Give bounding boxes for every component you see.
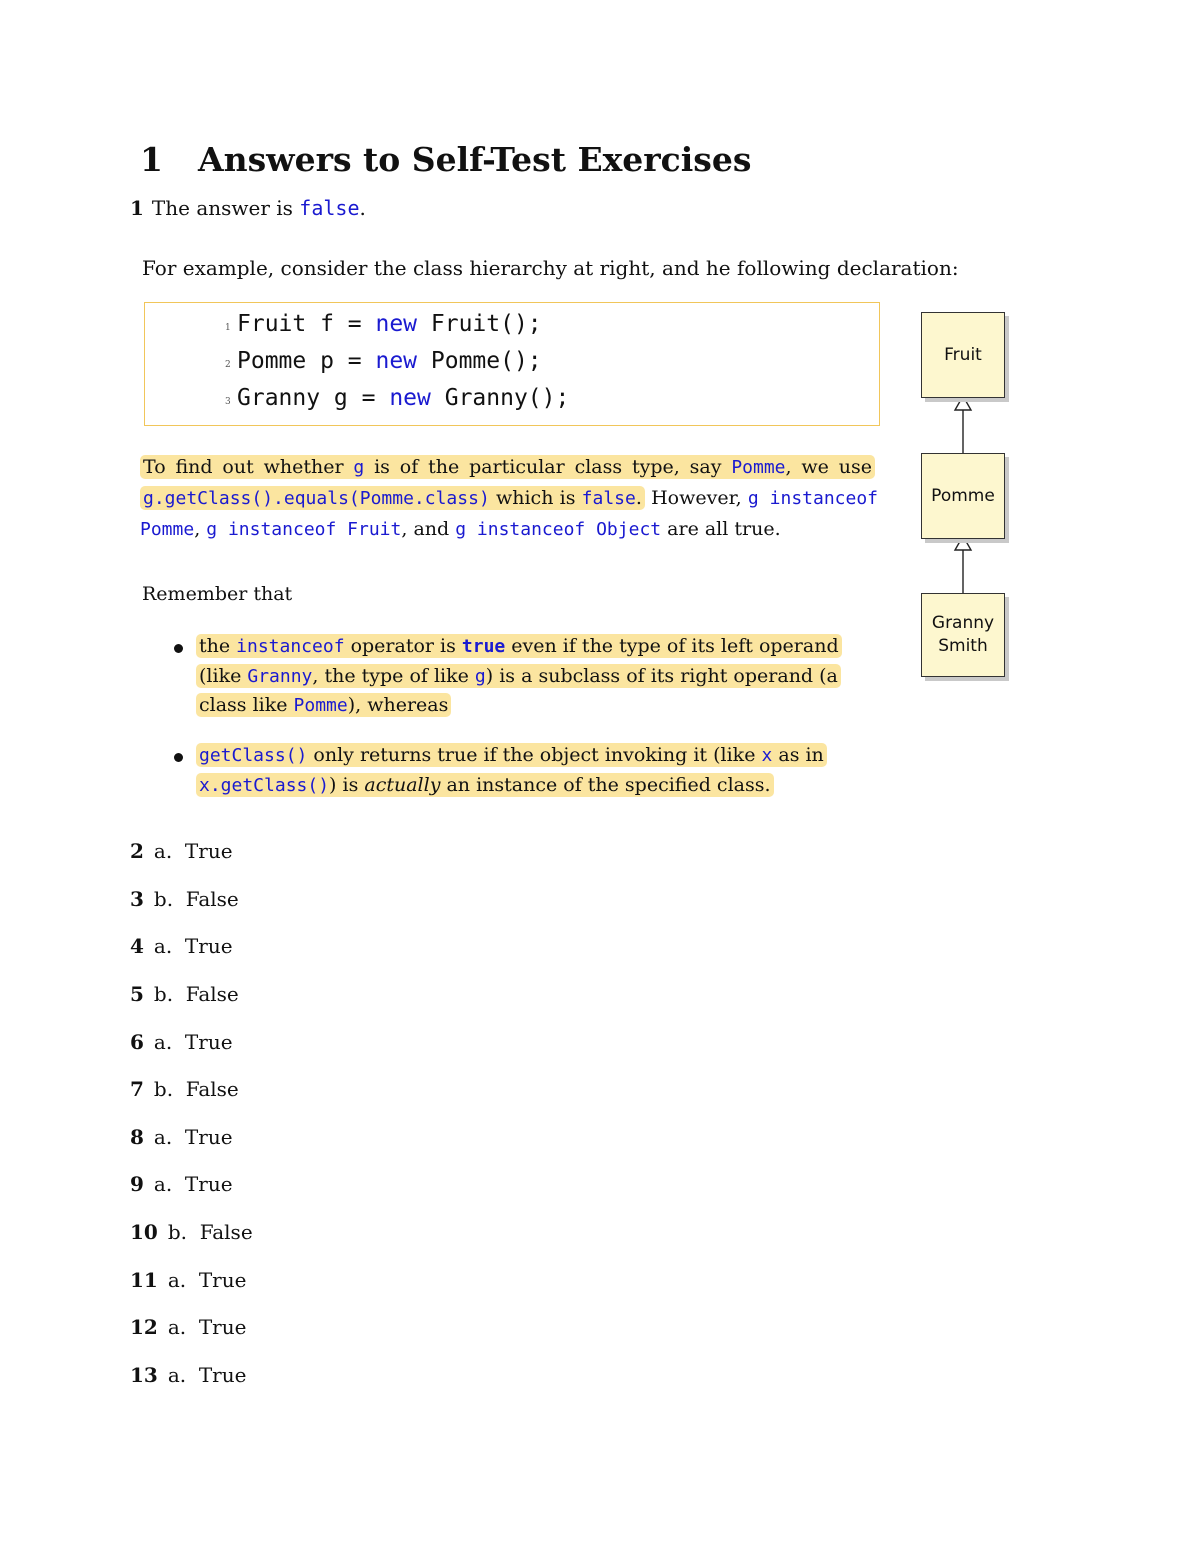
answer-number: 4	[130, 934, 144, 958]
answer-number: 5	[130, 982, 144, 1006]
answer-number: 13	[130, 1363, 158, 1387]
code-line	[225, 348, 542, 374]
line-number: 1	[225, 323, 231, 333]
answer-number: 2	[130, 839, 144, 863]
highlight	[196, 634, 842, 717]
answer-item	[130, 1363, 246, 1387]
para-text: is of the particular class type, say	[364, 456, 732, 478]
code-ref: getClass()	[199, 745, 308, 766]
code-ref: true	[461, 636, 506, 657]
bullet-part: as in	[772, 744, 824, 766]
para-text: To find out whether	[143, 456, 354, 478]
answer-text: a. True	[167, 1315, 247, 1339]
code-ref: Granny	[247, 665, 313, 687]
code-text: Fruit f =	[237, 311, 376, 337]
code-keyword: new	[389, 385, 431, 411]
answer-value: false	[299, 196, 360, 220]
code-line	[225, 311, 542, 337]
code-listing	[144, 302, 880, 426]
code-ref: false	[581, 488, 636, 509]
bullet-part: ) is a subclass of its right operand (a class like	[199, 664, 838, 716]
answer-number: 12	[130, 1315, 158, 1339]
answer-text: a. True	[167, 1268, 247, 1292]
answer-1	[130, 193, 366, 223]
section-title: Answers to Self-Test Exercises	[198, 140, 752, 179]
code-ref: x.getClass()	[199, 774, 330, 796]
answer-item	[130, 887, 239, 911]
code-ref: g	[474, 665, 486, 687]
code-ref: instanceof	[236, 636, 345, 657]
code-text: Fruit();	[417, 311, 542, 337]
answer-text: a. True	[153, 1030, 233, 1054]
bullet-part: the	[199, 635, 237, 657]
answer-number: 1	[130, 196, 144, 220]
bullet-part: an instance of the specified class.	[440, 773, 771, 796]
uml-class-fruit: Fruit	[921, 312, 1005, 398]
code-ref: g	[353, 457, 365, 478]
bullet-text	[196, 632, 878, 721]
answer-text: The answer is	[151, 196, 300, 220]
code-text: Pomme();	[417, 348, 542, 374]
answer-number: 3	[130, 887, 144, 911]
code-ref: Pomme	[731, 457, 786, 478]
answer-number: 10	[130, 1220, 158, 1244]
answer-text: a. True	[167, 1363, 247, 1387]
answer-item	[130, 1315, 246, 1339]
code-ref: g instanceof Pomme	[140, 488, 879, 540]
answer-text: b. False	[153, 887, 239, 911]
code-ref: g instanceof Fruit	[206, 519, 402, 540]
para-text: , we use	[785, 456, 873, 478]
para-text: are all true.	[661, 518, 781, 540]
remember-text: Remember that	[142, 583, 293, 605]
bullet-part: operator is	[344, 635, 462, 657]
answer-text: a. True	[153, 1125, 233, 1149]
code-text: Granny g =	[237, 385, 390, 411]
code-text: Pomme p =	[237, 348, 376, 374]
answer-item	[130, 1172, 233, 1196]
code-ref: Pomme	[293, 695, 348, 716]
answer-text: b. False	[153, 982, 239, 1006]
bullet-icon	[174, 644, 183, 653]
answer-item	[130, 1220, 253, 1244]
para-text: .	[635, 487, 642, 509]
section-heading	[140, 140, 751, 179]
answer-item	[130, 1125, 233, 1149]
para-text: However,	[644, 487, 748, 509]
answer-number: 6	[130, 1030, 144, 1054]
uml-class-granny-smith: Granny Smith	[921, 593, 1005, 677]
bullet-part: , the type of like	[312, 664, 475, 687]
section-number: 1	[140, 140, 163, 179]
list-item	[174, 632, 878, 721]
answer-text: a. True	[153, 934, 233, 958]
answer-item	[130, 982, 239, 1006]
emphasis: actually	[364, 773, 441, 796]
bullet-icon	[174, 753, 183, 762]
intro-text: For example, consider the class hierarchy at right, and he following declaration:	[142, 256, 959, 280]
answer-number: 9	[130, 1172, 144, 1196]
code-ref: g.getClass().equals(Pomme.class)	[143, 488, 490, 509]
bullet-part: only returns true if the object invoking it (like	[307, 744, 762, 766]
code-text: Granny();	[430, 385, 570, 411]
bullet-part: even if the type of its left operand (like	[199, 635, 839, 687]
explanation-paragraph	[140, 452, 878, 545]
para-text: , and	[401, 518, 456, 540]
answer-number: 8	[130, 1125, 144, 1149]
answer-number: 11	[130, 1268, 158, 1292]
answer-text: b. False	[153, 1077, 239, 1101]
answer-item	[130, 839, 233, 863]
answer-suffix: .	[359, 196, 366, 220]
answer-item	[130, 1077, 239, 1101]
code-keyword: new	[375, 348, 418, 374]
bullet-part: ), whereas	[347, 694, 449, 716]
bullet-part: ) is	[329, 773, 365, 796]
para-text: which is	[489, 487, 582, 509]
inheritance-arrow-icon	[955, 396, 971, 410]
answer-item	[130, 934, 233, 958]
answer-text: b. False	[167, 1220, 253, 1244]
answer-item	[130, 1030, 233, 1054]
list-item	[174, 741, 878, 800]
line-number: 2	[225, 360, 231, 370]
line-number: 3	[225, 397, 231, 407]
code-ref: g instanceof Object	[455, 519, 662, 540]
bullet-text	[196, 741, 878, 800]
answer-item	[130, 1268, 246, 1292]
uml-class-pomme: Pomme	[921, 453, 1005, 539]
answer-text: a. True	[153, 839, 233, 863]
highlight	[196, 743, 827, 797]
para-text: ,	[194, 518, 207, 540]
answer-text: a. True	[153, 1172, 233, 1196]
answer-number: 7	[130, 1077, 144, 1101]
code-ref: x	[761, 745, 773, 766]
code-keyword: new	[375, 311, 418, 337]
code-line	[225, 385, 570, 411]
